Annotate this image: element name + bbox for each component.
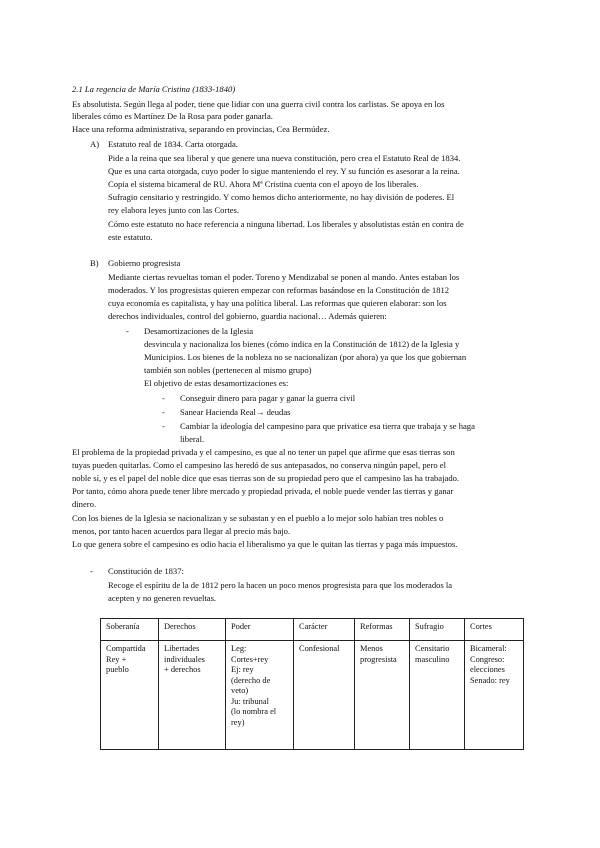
section-a-line: Sufragio censitario y restringido. Y como hemos dicho anteriormente, no hay división de poderes. El [108,192,455,202]
table-cell-cortes [465,641,524,750]
cell-line: Senado: rey [470,675,510,685]
section-a-line: Pide a la reina que sea liberal y que genere una nueva constitución, pero crea el Estatuto Real de 1834. [108,153,461,163]
table-row [101,641,524,750]
section-b-line: moderados. Y los progresistas quieren empezar con reformas basándose en la Constitución de 1812 [108,285,450,295]
constitution-heading: Constitución de 1837: [108,566,184,576]
constitution-line: acepten y no generen revueltas. [108,593,217,603]
sub-bullet-marker: - [126,326,129,336]
cell-line: pueblo [106,665,129,674]
table-header-cell: Carácter [294,619,355,641]
table-cell-caracter [294,641,355,750]
section-b-line: derechos individuales, control del gobierno, guardia nacional… Además quieren: [108,311,387,321]
section-title: 2.1 La regencia de María Cristina (1833-1840) [72,84,236,94]
table-cell-poder [226,641,294,750]
section-b-marker: B) [90,258,99,268]
section-a-line: rey elabora leyes junto con las Cortes. [108,205,240,215]
constitution-line: Recoge el espíritu de la de 1812 pero la hacen un poco menos progresista para que los moderados la [108,580,453,590]
sub-bullet-line: El objetivo de estas desamortizaciones es: [144,378,289,388]
cell-line: Censitario [415,644,450,653]
cell-line: (derecho de [231,675,271,685]
paragraph-line: tuyas pueden quitarlas. Como el campesino las heredó de sus antepasados, no conserva ningún papel, pero el [72,460,446,470]
paragraph-line: menos, por tanto hacen acuerdos para llegar al precio más bajo. [72,526,291,536]
table-cell-sufragio [410,641,465,750]
sub-bullet-line: también son nobles (pertenecen al mismo grupo) [144,365,312,375]
cell-line: progresista [360,654,397,664]
cell-line: Leg: [231,644,247,653]
cell-line: Menos [360,644,383,653]
cell-line: individuales [164,654,205,664]
table-header-cell: Derechos [159,619,226,641]
intro-line: Hace una reforma administrativa, separando en provincias, Cea Bermúdez. [72,124,330,134]
table-header-row [101,619,524,641]
cell-line: Confesional [299,644,340,653]
objective-line: Sanear Hacienda Real→ deudas [180,407,291,417]
cell-line: Bicameral: [470,644,507,653]
section-a-line: este estatuto. [108,232,153,242]
intro-line: liberales cómo es Martínez De la Rosa para poder ganarla. [72,111,273,121]
section-a-line: Cómo este estatuto no hace referencia a ninguna libertad. Los liberales y absolutistas están en contra de [108,219,464,229]
paragraph-line: El problema de la propiedad privada y el campesino, es que al no tener un papel que afirme que esas tierras son [72,447,455,457]
paragraph-line: Con los bienes de la Iglesia se nacionalizan y se subastan y en el pueblo a lo mejor solo habían tres nobles o [72,513,444,523]
table-header-cell: Cortes [465,619,524,641]
cell-line: Ju: tribunal [231,696,269,706]
cell-line: Compartida [106,644,146,653]
constitution-table [100,618,524,750]
paragraph-line: Lo que genera sobre el campesino es odio hacia el liberalismo ya que le quitan las tierras y paga más impuestos. [72,539,458,549]
cell-line: masculino [415,654,450,664]
table-cell-derechos [159,641,226,750]
section-a-line: Que es una carta otorgada, cuyo poder lo sigue manteniendo el rey. Y su función es asesorar a la reina. [108,166,460,176]
intro-line: Es absolutista. Según llega al poder, tiene que lidiar con una guerra civil contra los carlistas. Se apoya en los [72,99,445,109]
paragraph-line: Por tanto, cómo ahora puede tener libre mercado y propiedad privada, el noble puede vender las tierras y ganar [72,486,454,496]
section-a-line: Copia el sistema bicameral de RU. Ahora Mª Cristina cuenta con el apoyo de los liberales. [108,179,419,189]
table-header-cell: Poder [226,619,294,641]
objective-line: liberal. [180,434,205,444]
objective-marker: - [162,393,165,403]
constitution-marker: - [90,566,93,576]
sub-bullet-line: desvincula y nacionaliza los bienes (cómo indica en la Constitución de 1812) de la Iglesia y [144,339,460,349]
section-b-line: Mediante ciertas revueltas toman el poder. Toreno y Mendizabal se ponen al mando. Antes estaban los [108,272,460,282]
section-a-marker: A) [90,139,100,149]
cell-line: elecciones [470,665,505,674]
table-header-cell: Soberanía [101,619,159,641]
cell-line: Cortes+rey [231,654,269,664]
cell-line: (lo nombra el [231,707,277,716]
cell-line: Ej: rey [231,665,254,674]
cell-line: + derechos [164,665,201,674]
cell-line: veto) [231,686,249,695]
objective-marker: - [162,407,165,417]
paragraph-line: dinero. [72,499,97,509]
paragraph-line: noble sí, y es el papel del noble dice que esas tierras son de su propiedad pero que el campesino las ha trabajado. [72,473,460,483]
table-cell-soberania [101,641,159,750]
section-b-heading: Gobierno progresista [108,258,181,268]
section-a-heading: Estatuto real de 1834. Carta otorgada. [108,139,238,149]
sub-bullet-line: Municipios. Los bienes de la nobleza no se nacionalizan (por ahora) ya que los que gobiernan [144,352,467,362]
objective-line: Cambiar la ideología del campesino para que privatice esa tierra que trabaja y se haga [180,421,475,431]
section-b-line: cuya economía es capitalista, y hay una política liberal. Las reformas que quieren elaborar: son los [108,298,447,308]
table-header-cell: Sufragio [410,619,465,641]
cell-line: Rey + [106,654,127,664]
cell-line: Libertades [164,644,200,653]
cell-line: Congreso: [470,654,505,664]
cell-line: rey) [231,717,245,727]
objective-marker: - [162,421,165,431]
sub-bullet-heading: Desamortizaciones de la Iglesia [144,326,254,336]
objective-line: Conseguir dinero para pagar y ganar la guerra civil [180,393,356,403]
table-header-cell: Reformas [355,619,410,641]
table-cell-reformas [355,641,410,750]
